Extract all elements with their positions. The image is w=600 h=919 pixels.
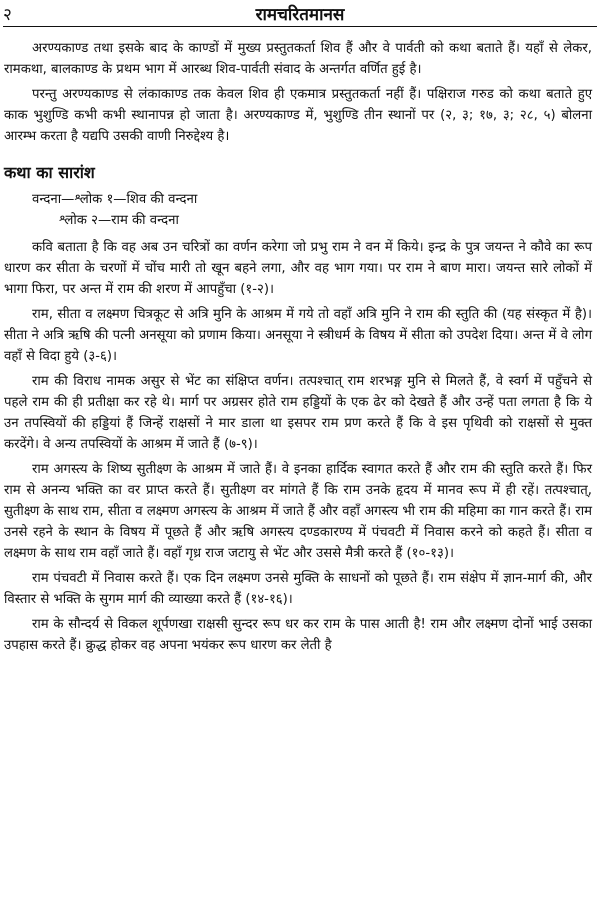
invocation-line-2: श्लोक २—राम की वन्दना	[59, 213, 179, 228]
page-body	[4, 38, 592, 660]
summary-paragraph-4: राम अगस्त्य के शिष्य सुतीक्ष्ण के आश्रम में जाते हैं। वे इनका हार्दिक स्वागत करते हैं और राम की स्तुति करते हैं। फिर राम से अनन्य भक्ति का वर प्राप्त करते हैं। सुतीक्ष्ण वर मांगते हैं कि राम उनके हृदय में मानव रूप में ही रहें। तत्पश्चात्, सुतीक्ष्ण के साथ राम, सीता व लक्ष्मण अगस्त्य के आश्रम में जाते हैं और वहाँ अगस्त्य भी राम की महिमा का गान करते हैं। राम उनसे रहने के स्थान के विषय में पूछते हैं और ऋषि अगस्त्य दण्डकारण्य में पंचवटी में निवास करने को कहते हैं। सीता व लक्ष्मण के साथ राम वहाँ जाते हैं। वहाँ गृध्र राज जटायु से भेंट और उससे मैत्री करते हैं (१०-१३)।	[4, 462, 592, 561]
summary-paragraph-6: राम के सौन्दर्य से विकल शूर्पणखा राक्षसी सुन्दर रूप धर कर राम के पास आती है! राम और लक्ष्मण दोनों भाई उसका उपहास करते हैं। क्रुद्ध होकर वह अपना भयंकर रूप धारण कर लेती है	[4, 617, 592, 653]
intro-paragraph-1: अरण्यकाण्ड तथा इसके बाद के काण्डों में मुख्य प्रस्तुतकर्ता शिव हैं और वे पार्वती को कथा बताते हैं। यहाँ से लेकर, रामकथा, बालकाण्ड के प्रथम भाग में आरब्ध शिव-पार्वती संवाद के अन्तर्गत वर्णित हुई है।	[4, 41, 592, 77]
summary-paragraph-1: कवि बताता है कि वह अब उन चरित्रों का वर्णन करेगा जो प्रभु राम ने वन में किये। इन्द्र के पुत्र जयन्त ने कौवे का रूप धारण कर सीता के चरणों में चोंच मारी तो खून बहने लगा, और वह भाग गया। पर राम ने बाण मारा। जयन्त सारे लोकों में भागा फिरा, पर अन्त में राम की शरण में आपहुँचा (१-२)।	[4, 240, 592, 297]
page-header	[0, 0, 600, 30]
section-heading: कथा का सारांश	[4, 163, 95, 182]
page-number: २	[3, 5, 12, 25]
header-rule	[3, 26, 597, 27]
summary-paragraph-5: राम पंचवटी में निवास करते हैं। एक दिन लक्ष्मण उनसे मुक्ति के साधनों को पूछते हैं। राम संक्षेप में ज्ञान-मार्ग की, और विस्तार से भक्ति के सुगम मार्ग की व्याख्या करते हैं (१४-१६)।	[4, 571, 592, 607]
running-title: रामचरितमानस	[255, 5, 345, 25]
summary-paragraph-2: राम, सीता व लक्ष्मण चित्रकूट से अत्रि मुनि के आश्रम में गये तो वहाँ अत्रि मुनि ने राम की स्तुति की (यह संस्कृत में है)। सीता ने अत्रि ऋषि की पत्नी अनसूया को प्रणाम किया। अनसूया ने स्त्रीधर्म के विषय में सीता को उपदेश दिया। अन्त में वे लोग वहाँ से विदा हुये (३-६)।	[4, 307, 592, 364]
intro-paragraph-2: परन्तु अरण्यकाण्ड से लंकाकाण्ड तक केवल शिव ही एकमात्र प्रस्तुतकर्ता नहीं हैं। पक्षिराज गरुड को कथा बताते हुए काक भुशुण्डि कभी कभी स्थानापन्न हो जाता है। अरण्यकाण्ड में, भुशुण्डि तीन स्थानों पर (२, ३; १७, ३; २८, ५) बोलना आरम्भ करता है यद्यपि उसकी वाणी निरुद्देश्य है।	[4, 87, 592, 144]
invocation-line-1: वन्दना—श्लोक १—शिव की वन्दना	[32, 192, 198, 207]
summary-paragraph-3: राम की विराध नामक असुर से भेंट का संक्षिप्त वर्णन। तत्पश्चात् राम शरभङ्ग मुनि से मिलते हैं, वे स्वर्ग में पहुँचने से पहले राम की ही प्रतीक्षा कर रहे थे। मार्ग पर अग्रसर होते राम हड्डियों के एक ढेर को देखते हैं और उन्हें पता लगता है कि ये उन तपस्वियों की हड्डियां हैं जिन्हें राक्षसों ने मार डाला था इसपर राम प्रण करते हैं कि वे इस पृथिवी को राक्षसों से मुक्त करदेंगे। वे अन्य तपस्वियों के आश्रम में जाते हैं (७-९)।	[4, 374, 592, 452]
